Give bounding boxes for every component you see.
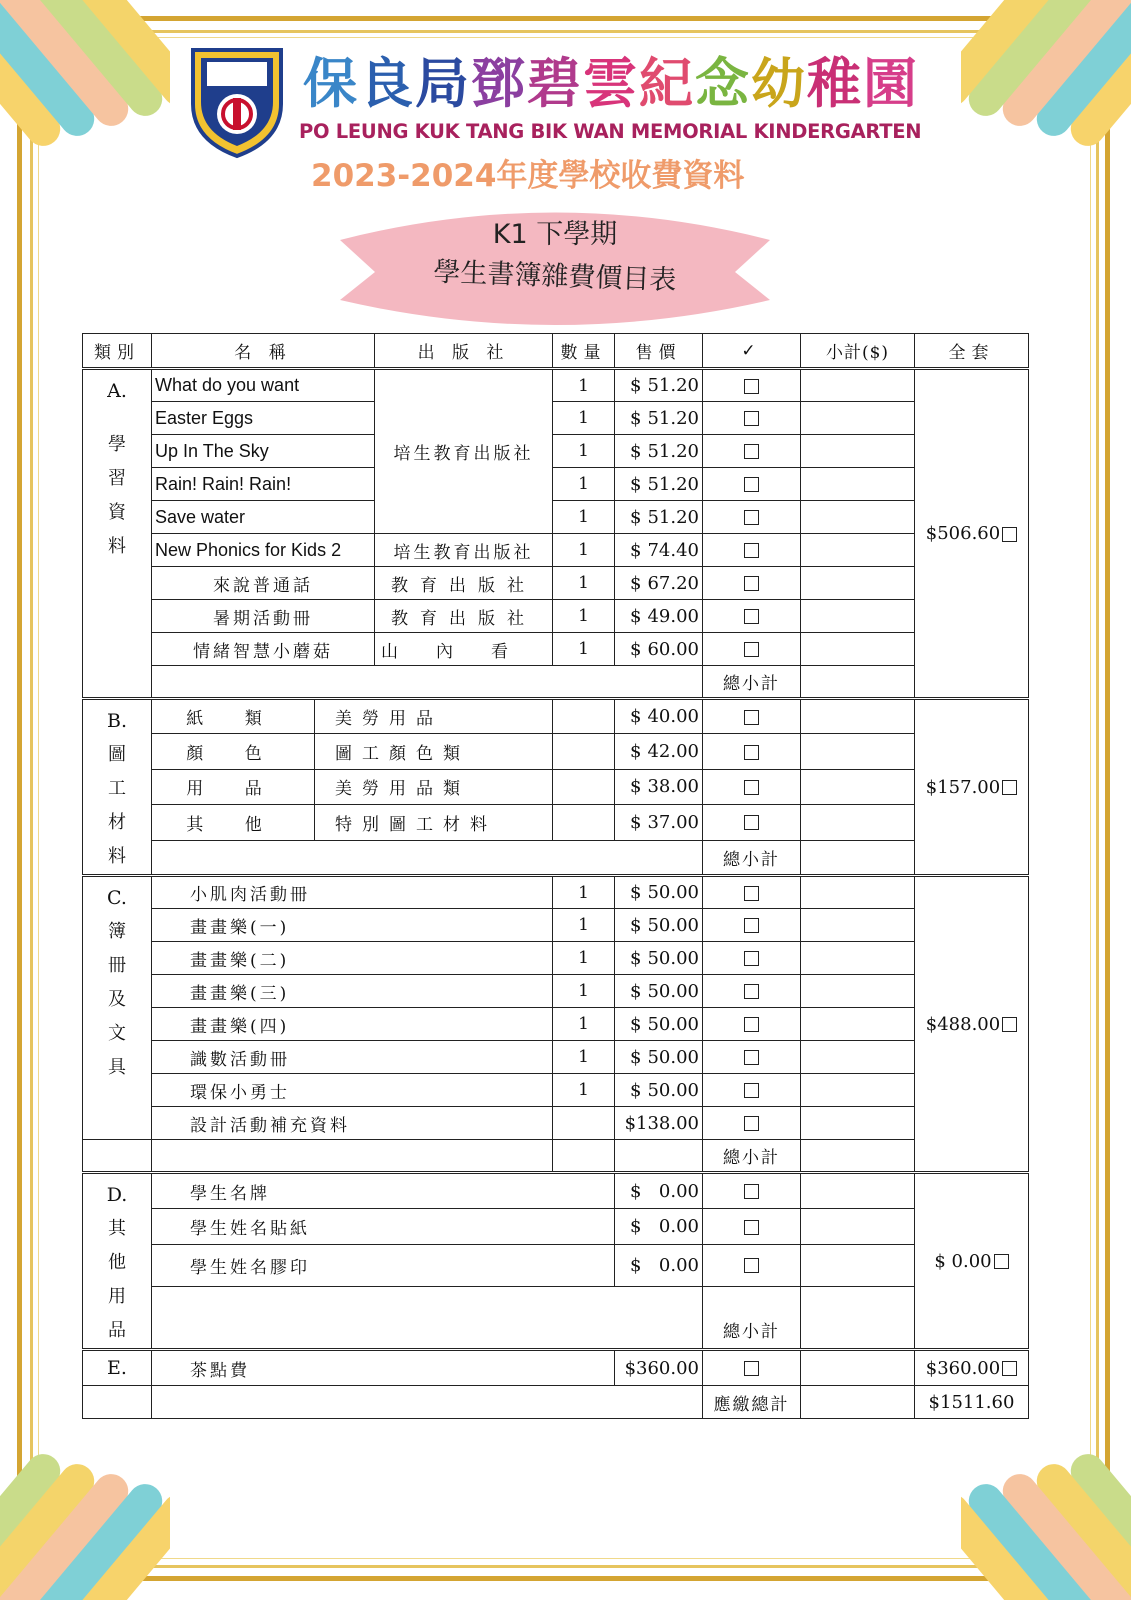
- item-qty: 1: [553, 975, 615, 1008]
- item-price: $ 60.00: [615, 633, 703, 666]
- section-e-set-total: $360.00: [915, 1350, 1029, 1386]
- checkbox-square-icon[interactable]: [744, 815, 759, 830]
- school-name-char: 保: [303, 52, 359, 115]
- grand-total-value: $1511.60: [915, 1386, 1029, 1419]
- item-qty: 1: [553, 534, 615, 567]
- item-checkbox[interactable]: [703, 633, 801, 666]
- item-subtotal-cell[interactable]: [801, 975, 915, 1008]
- table-row: [83, 734, 1029, 769]
- item-price: $ 50.00: [615, 1008, 703, 1041]
- checkbox-square-icon[interactable]: [744, 951, 759, 966]
- table-row: [83, 567, 1029, 600]
- corner-stripes-bottom-right: [961, 1430, 1131, 1600]
- item-subtotal-cell[interactable]: [801, 1173, 915, 1209]
- checkbox-square-icon[interactable]: [744, 642, 759, 657]
- item-name: 茶點費: [152, 1350, 615, 1386]
- table-row: [83, 1041, 1029, 1074]
- checkbox-square-icon[interactable]: [744, 918, 759, 933]
- school-name-char: 鄧: [471, 52, 527, 115]
- table-row: [83, 1209, 1029, 1245]
- item-subtotal-cell[interactable]: [801, 805, 915, 840]
- item-checkbox[interactable]: [703, 1173, 801, 1209]
- item-name: 顏 色: [152, 734, 315, 769]
- header-subtotal: 小計($): [801, 334, 915, 369]
- section-subtotal-cell[interactable]: [801, 666, 915, 699]
- item-checkbox[interactable]: [703, 435, 801, 468]
- item-name: 畫畫樂(四): [152, 1008, 553, 1041]
- item-name: New Phonics for Kids 2: [152, 534, 375, 567]
- item-subtotal-cell[interactable]: [801, 942, 915, 975]
- item-price: $138.00: [615, 1107, 703, 1140]
- table-row: [83, 1350, 1029, 1386]
- checkbox-square-icon[interactable]: [744, 1050, 759, 1065]
- header-publisher: 出 版 社: [375, 334, 553, 369]
- section-b-set-total: $157.00: [915, 699, 1029, 876]
- item-subtotal-cell[interactable]: [801, 468, 915, 501]
- item-subtotal-cell[interactable]: [801, 1245, 915, 1287]
- section-c-category: C. 簿 冊 及 文 具: [83, 876, 152, 1140]
- school-name-char: 紀: [639, 52, 695, 115]
- item-price: $ 51.20: [615, 369, 703, 402]
- section-a: [83, 369, 1029, 699]
- item-qty: 1: [553, 402, 615, 435]
- table-row: [83, 501, 1029, 534]
- item-name: Rain! Rain! Rain!: [152, 468, 375, 501]
- item-price: $ 50.00: [615, 942, 703, 975]
- school-name-char: 園: [863, 52, 919, 115]
- school-name-char: 雲: [583, 52, 639, 115]
- item-price: $360.00: [615, 1350, 703, 1386]
- header-category: 類別: [83, 334, 152, 369]
- item-checkbox[interactable]: [703, 1041, 801, 1074]
- checkbox-square-icon[interactable]: [744, 1220, 759, 1235]
- section-e-category: E.: [83, 1350, 152, 1386]
- corner-stripes-top-left: [0, 0, 170, 170]
- item-price: $ 0.00: [615, 1209, 703, 1245]
- item-checkbox[interactable]: [703, 600, 801, 633]
- table-row: [83, 1008, 1029, 1041]
- item-qty: 1: [553, 633, 615, 666]
- item-price: $ 0.00: [615, 1173, 703, 1209]
- item-checkbox[interactable]: [703, 1245, 801, 1287]
- item-name: 學生名牌: [152, 1173, 615, 1209]
- checkbox-square-icon[interactable]: [744, 510, 759, 525]
- item-checkbox[interactable]: [703, 909, 801, 942]
- item-subtotal-cell[interactable]: [801, 1041, 915, 1074]
- section-e: [83, 1350, 1029, 1419]
- item-qty: 1: [553, 435, 615, 468]
- item-subtotal-cell[interactable]: [801, 1107, 915, 1140]
- section-a-category: A. 學 習 資 料: [83, 369, 152, 699]
- table-row: [83, 699, 1029, 734]
- subtotal-row: [83, 840, 1029, 875]
- item-name: 畫畫樂(一): [152, 909, 553, 942]
- table-row: [83, 769, 1029, 804]
- school-name-english: PO LEUNG KUK TANG BIK WAN MEMORIAL KINDERGARTEN: [299, 120, 922, 143]
- subtotal-label: 總小計: [703, 840, 801, 875]
- checkbox-square-icon[interactable]: [744, 1361, 759, 1376]
- ribbon-term: K1 下學期: [492, 219, 618, 250]
- item-price: $ 50.00: [615, 1074, 703, 1107]
- table-row: [83, 369, 1029, 402]
- school-header: [185, 44, 945, 194]
- item-name: 小肌肉活動冊: [152, 876, 553, 909]
- item-checkbox[interactable]: [703, 1350, 801, 1386]
- checkbox-square-icon[interactable]: [744, 1116, 759, 1131]
- grand-total-row: [83, 1386, 1029, 1419]
- section-subtotal-cell[interactable]: [801, 840, 915, 875]
- item-qty: 1: [553, 1008, 615, 1041]
- item-price: $ 37.00: [615, 805, 703, 840]
- section-c: [83, 876, 1029, 1173]
- item-price: $ 51.20: [615, 435, 703, 468]
- item-checkbox[interactable]: [703, 805, 801, 840]
- school-name-char: 念: [695, 52, 751, 115]
- item-subtotal-cell[interactable]: [801, 1074, 915, 1107]
- item-qty: 1: [553, 1074, 615, 1107]
- item-price: $ 0.00: [615, 1245, 703, 1287]
- item-name: 學生姓名膠印: [152, 1245, 615, 1287]
- item-checkbox[interactable]: [703, 975, 801, 1008]
- item-subtotal-cell[interactable]: [801, 567, 915, 600]
- table-row: [83, 534, 1029, 567]
- item-checkbox[interactable]: [703, 699, 801, 734]
- subtotal-label: 總小計: [703, 666, 801, 699]
- item-checkbox[interactable]: [703, 468, 801, 501]
- checkbox-square-icon[interactable]: [744, 1258, 759, 1273]
- item-name: 環保小勇士: [152, 1074, 553, 1107]
- section-b: [83, 699, 1029, 876]
- item-checkbox[interactable]: [703, 1074, 801, 1107]
- checkbox-square-icon[interactable]: [744, 984, 759, 999]
- item-price: $ 51.20: [615, 402, 703, 435]
- item-name: 畫畫樂(二): [152, 942, 553, 975]
- item-subtotal-cell[interactable]: [801, 534, 915, 567]
- item-name: 其 他: [152, 805, 315, 840]
- table-row: [83, 1107, 1029, 1140]
- table-row: [83, 402, 1029, 435]
- item-name: Easter Eggs: [152, 402, 375, 435]
- header-qty: 數量: [553, 334, 615, 369]
- item-subtotal-cell[interactable]: [801, 734, 915, 769]
- subtotal-row: [83, 666, 1029, 699]
- subtotal-label: 總小計: [703, 1140, 801, 1173]
- item-description: 美勞用品: [315, 699, 553, 734]
- school-name-char: 良: [359, 52, 415, 115]
- item-price: $ 74.40: [615, 534, 703, 567]
- header-price: 售價: [615, 334, 703, 369]
- fee-year-title: 2023-2024年度學校收費資料: [311, 158, 745, 194]
- table-row: [83, 1074, 1029, 1107]
- item-price: $ 49.00: [615, 600, 703, 633]
- checkbox-square-icon[interactable]: [744, 576, 759, 591]
- section-a-set-total: $506.60: [915, 369, 1029, 699]
- item-name: 識數活動冊: [152, 1041, 553, 1074]
- school-crest-logo: [185, 44, 289, 160]
- item-price: $ 51.20: [615, 501, 703, 534]
- grand-total-label: 應繳總計: [703, 1386, 801, 1419]
- checkbox-square-icon[interactable]: [744, 379, 759, 394]
- section-d: [83, 1173, 1029, 1350]
- item-checkbox[interactable]: [703, 567, 801, 600]
- checkbox-square-icon[interactable]: [744, 1083, 759, 1098]
- item-qty: 1: [553, 501, 615, 534]
- section-c-set-total: $488.00: [915, 876, 1029, 1173]
- subtotal-label: 總小計: [703, 1286, 801, 1349]
- section-d-category: D. 其 他 用 品: [83, 1173, 152, 1350]
- item-qty: [553, 1107, 615, 1140]
- table-row: [83, 633, 1029, 666]
- publisher-cell: 山內看: [375, 633, 553, 666]
- table-row: [83, 909, 1029, 942]
- item-name: 設計活動補充資料: [152, 1107, 553, 1140]
- item-qty: 1: [553, 876, 615, 909]
- item-qty: 1: [553, 468, 615, 501]
- item-price: $ 40.00: [615, 699, 703, 734]
- item-name: Save water: [152, 501, 375, 534]
- table-row: [83, 1173, 1029, 1209]
- item-price: $ 42.00: [615, 734, 703, 769]
- item-name: What do you want: [152, 369, 375, 402]
- item-name: 學生姓名貼紙: [152, 1209, 615, 1245]
- table-row: [83, 876, 1029, 909]
- corner-stripes-top-right: [961, 0, 1131, 170]
- item-checkbox[interactable]: [703, 942, 801, 975]
- checkbox-square-icon[interactable]: [744, 780, 759, 795]
- checkbox-square-icon[interactable]: [744, 710, 759, 725]
- item-price: $ 50.00: [615, 1041, 703, 1074]
- item-subtotal-cell[interactable]: [801, 1350, 915, 1386]
- item-description: 圖工顏色類: [315, 734, 553, 769]
- checkbox-square-icon[interactable]: [744, 886, 759, 901]
- school-name-char: 幼: [751, 52, 807, 115]
- item-price: $ 51.20: [615, 468, 703, 501]
- item-checkbox[interactable]: [703, 876, 801, 909]
- school-name-chinese: [303, 48, 943, 120]
- item-subtotal-cell[interactable]: [801, 876, 915, 909]
- item-price: $ 50.00: [615, 909, 703, 942]
- item-qty: 1: [553, 909, 615, 942]
- section-b-category: B. 圖 工 材 料: [83, 699, 152, 876]
- table-row: [83, 435, 1029, 468]
- item-checkbox[interactable]: [703, 1107, 801, 1140]
- table-row: [83, 1245, 1029, 1287]
- item-name: 紙 類: [152, 699, 315, 734]
- checkbox-square-icon[interactable]: [744, 543, 759, 558]
- table-row: [83, 805, 1029, 840]
- set-checkbox[interactable]: [994, 1254, 1009, 1269]
- item-qty: 1: [553, 567, 615, 600]
- item-price: $ 50.00: [615, 876, 703, 909]
- subtotal-row: [83, 1286, 1029, 1349]
- school-name-char: 局: [415, 52, 471, 115]
- item-subtotal-cell[interactable]: [801, 369, 915, 402]
- item-qty: 1: [553, 369, 615, 402]
- item-checkbox[interactable]: [703, 501, 801, 534]
- item-subtotal-cell[interactable]: [801, 699, 915, 734]
- item-checkbox[interactable]: [703, 734, 801, 769]
- item-checkbox[interactable]: [703, 1209, 801, 1245]
- item-price: $ 67.20: [615, 567, 703, 600]
- publisher-cell: 教育出版社: [375, 600, 553, 633]
- item-subtotal-cell[interactable]: [801, 909, 915, 942]
- header-name: 名 稱: [152, 334, 375, 369]
- section-subtotal-cell[interactable]: [801, 1286, 915, 1349]
- item-subtotal-cell[interactable]: [801, 1008, 915, 1041]
- publisher-cell: 教育出版社: [375, 567, 553, 600]
- item-checkbox[interactable]: [703, 369, 801, 402]
- table-header-row: [83, 334, 1029, 369]
- item-description: 特別圖工材料: [315, 805, 553, 840]
- item-description: 美勞用品類: [315, 769, 553, 804]
- corner-stripes-bottom-left: [0, 1430, 170, 1600]
- item-name: 用 品: [152, 769, 315, 804]
- item-subtotal-cell[interactable]: [801, 600, 915, 633]
- item-name: Up In The Sky: [152, 435, 375, 468]
- item-checkbox[interactable]: [703, 534, 801, 567]
- header-check: ✓: [703, 334, 801, 369]
- item-qty: 1: [553, 600, 615, 633]
- item-subtotal-cell[interactable]: [801, 769, 915, 804]
- item-checkbox[interactable]: [703, 769, 801, 804]
- section-d-set-total: $ 0.00: [915, 1173, 1029, 1350]
- item-subtotal-cell[interactable]: [801, 633, 915, 666]
- subtotal-row: [83, 1140, 1029, 1173]
- table-row: [83, 942, 1029, 975]
- checkbox-square-icon[interactable]: [744, 609, 759, 624]
- item-name: 來說普通話: [152, 567, 375, 600]
- item-subtotal-cell[interactable]: [801, 435, 915, 468]
- item-checkbox[interactable]: [703, 1008, 801, 1041]
- set-checkbox[interactable]: [1002, 1017, 1017, 1032]
- item-price: $ 50.00: [615, 975, 703, 1008]
- school-name-char: 稚: [807, 52, 863, 115]
- item-checkbox[interactable]: [703, 402, 801, 435]
- checkbox-square-icon[interactable]: [744, 411, 759, 426]
- title-ribbon: [340, 200, 770, 325]
- checkbox-square-icon[interactable]: [744, 1017, 759, 1032]
- section-subtotal-cell[interactable]: [801, 1140, 915, 1173]
- item-subtotal-cell[interactable]: [801, 1209, 915, 1245]
- item-name: 畫畫樂(三): [152, 975, 553, 1008]
- set-checkbox[interactable]: [1002, 527, 1017, 542]
- checkbox-square-icon[interactable]: [744, 444, 759, 459]
- checkbox-square-icon[interactable]: [744, 477, 759, 492]
- grand-total-subtotal-cell[interactable]: [801, 1386, 915, 1419]
- item-price: $ 38.00: [615, 769, 703, 804]
- item-name: 情緒智慧小蘑菇: [152, 633, 375, 666]
- set-checkbox[interactable]: [1002, 780, 1017, 795]
- table-row: [83, 600, 1029, 633]
- publisher-cell: 培生教育出版社: [375, 369, 553, 534]
- header-set: 全套: [915, 334, 1029, 369]
- item-qty: 1: [553, 942, 615, 975]
- table-row: [83, 468, 1029, 501]
- checkbox-square-icon[interactable]: [744, 745, 759, 760]
- ribbon-subtitle: 學生書簿雜費價目表: [432, 256, 677, 297]
- item-subtotal-cell[interactable]: [801, 501, 915, 534]
- table-row: [83, 975, 1029, 1008]
- item-name: 暑期活動冊: [152, 600, 375, 633]
- school-name-char: 碧: [527, 52, 583, 115]
- fee-table: [82, 333, 1029, 1419]
- item-qty: 1: [553, 1041, 615, 1074]
- checkbox-square-icon[interactable]: [744, 1184, 759, 1199]
- item-subtotal-cell[interactable]: [801, 402, 915, 435]
- set-checkbox[interactable]: [1002, 1361, 1017, 1376]
- publisher-cell: 培生教育出版社: [375, 534, 553, 567]
